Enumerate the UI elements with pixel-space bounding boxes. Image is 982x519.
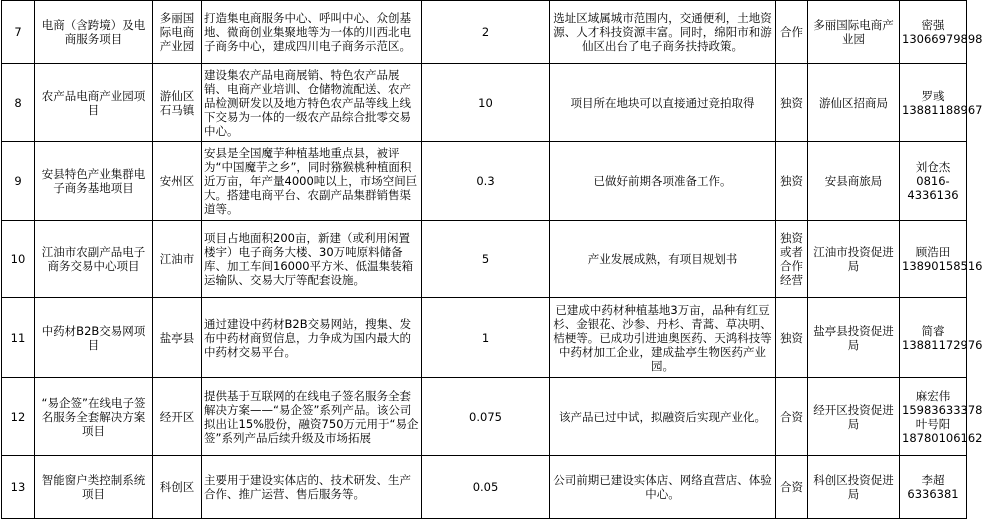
project-location: 经开区: [153, 378, 202, 456]
contact-info: 简睿13881172976: [900, 298, 967, 378]
project-content: 主要用于建设实体店的、技术研发、生产合作、推广运营、售后服务等。: [202, 456, 422, 519]
project-owner: 科创区投资促进局: [808, 456, 900, 519]
project-location: 科创区: [153, 456, 202, 519]
project-name: 农产品电商产业园项目: [35, 64, 153, 142]
cooperation-mode: 合资: [776, 456, 808, 519]
project-content: 安县是全国魔芋种植基地重点县，被评为“中国魔芋之乡”，同时猕猴桃种植面积近万亩，年产量4000吨以上，市场空间巨大。搭建电商平台、农副产品集群销售渠道等。: [202, 142, 422, 221]
cooperation-mode: 独资或者合作经营: [776, 221, 808, 298]
project-owner: 盐亭县投资促进局: [808, 298, 900, 378]
row-number: 7: [2, 1, 35, 64]
table-row: [2, 142, 967, 221]
project-content: 通过建设中药材B2B交易网站，搜集、发布中药材商贸信息，力争成为国内最大的中药材交易平台。: [202, 298, 422, 378]
cooperation-mode: 独资: [776, 298, 808, 378]
row-number: 8: [2, 64, 35, 142]
project-content: 打造集电商服务中心、呼叫中心、众创基地、微商创业集聚地等为一体的川西北电子商务中心，建成四川电子商务示范区。: [202, 1, 422, 64]
project-conditions: 产业发展成熟，有项目规划书: [550, 221, 776, 298]
project-owner: 游仙区招商局: [808, 64, 900, 142]
project-owner: 经开区投资促进局: [808, 378, 900, 456]
investment-amount: 5: [422, 221, 550, 298]
row-number: 9: [2, 142, 35, 221]
project-name: 江油市农副产品电子商务交易中心项目: [35, 221, 153, 298]
cooperation-mode: 合资: [776, 378, 808, 456]
project-content: 项目占地面积200亩，新建（或利用闲置楼宇）电子商务大楼、30万吨原料储备库、加工车间16000平方米、低温集装箱运输队、交易大厅等配套设施。: [202, 221, 422, 298]
project-location: 江油市: [153, 221, 202, 298]
project-conditions: 选址区域属城市范围内，交通便利，土地资源、人才科技资源丰富。同时，绵阳市和游仙区出台了电子商务扶持政策。: [550, 1, 776, 64]
contact-info: 麻宏伟15983633378叶号阳18780106162: [900, 378, 967, 456]
project-name: 智能窗户类控制系统项目: [35, 456, 153, 519]
investment-amount: 0.05: [422, 456, 550, 519]
project-location: 安州区: [153, 142, 202, 221]
project-table: [1, 0, 982, 519]
row-number: 12: [2, 378, 35, 456]
project-conditions: 已做好前期各项准备工作。: [550, 142, 776, 221]
table-row: [2, 64, 967, 142]
row-number: 11: [2, 298, 35, 378]
project-conditions: 项目所在地块可以直接通过竞拍取得: [550, 64, 776, 142]
project-location: 盐亭县: [153, 298, 202, 378]
project-name: “易企签”在线电子签名服务全套解决方案项目: [35, 378, 153, 456]
project-conditions: 公司前期已建设实体店、网络直营店、体验中心。: [550, 456, 776, 519]
project-name: 中药材B2B交易网项目: [35, 298, 153, 378]
cooperation-mode: 独资: [776, 142, 808, 221]
investment-amount: 0.075: [422, 378, 550, 456]
contact-info: 李超6336381: [900, 456, 967, 519]
project-conditions: 已建成中药材种植基地3万亩，品种有红豆杉、金银花、沙参、丹杉、青蒿、草决明、桔梗等。已成功引进迪奥医药、天鸿科技等中药材加工企业，建成盐亭生物医药产业园。: [550, 298, 776, 378]
project-owner: 江油市投资促进局: [808, 221, 900, 298]
project-name: 安县特色产业集群电子商务基地项目: [35, 142, 153, 221]
contact-info: 顾浩田13890158516: [900, 221, 967, 298]
investment-amount: 1: [422, 298, 550, 378]
cooperation-mode: 合作: [776, 1, 808, 64]
project-location: 多丽国际电商产业园: [153, 1, 202, 64]
investment-amount: 10: [422, 64, 550, 142]
table-row: [2, 456, 967, 519]
contact-info: 刘仓杰0816-4336136: [900, 142, 967, 221]
table-row: [2, 378, 967, 456]
project-conditions: 该产品已过中试，拟融资后实现产业化。: [550, 378, 776, 456]
row-number: 10: [2, 221, 35, 298]
project-owner: 多丽国际电商产业园: [808, 1, 900, 64]
investment-amount: 2: [422, 1, 550, 64]
row-number: 13: [2, 456, 35, 519]
table-row: [2, 298, 967, 378]
project-content: 提供基于互联网的在线电子签名服务全套解决方案——“易企签”系列产品。该公司拟出让15%股份，融资750万元用于“易企签”系列产品后续升级及市场拓展: [202, 378, 422, 456]
table-row: [2, 221, 967, 298]
cooperation-mode: 独资: [776, 64, 808, 142]
project-location: 游仙区石马镇: [153, 64, 202, 142]
project-owner: 安县商旅局: [808, 142, 900, 221]
contact-info: 罗彧13881188967: [900, 64, 967, 142]
table-row: [2, 1, 967, 64]
project-content: 建设集农产品电商展销、特色农产品展销、电商产业培训、仓储物流配送、农产品检测研发以及地方特色农产品等线上线下交易为一体的一级农产品综合批零交易中心。: [202, 64, 422, 142]
investment-amount: 0.3: [422, 142, 550, 221]
contact-info: 密强13066979898: [900, 1, 967, 64]
project-name: 电商（含跨境）及电商服务项目: [35, 1, 153, 64]
